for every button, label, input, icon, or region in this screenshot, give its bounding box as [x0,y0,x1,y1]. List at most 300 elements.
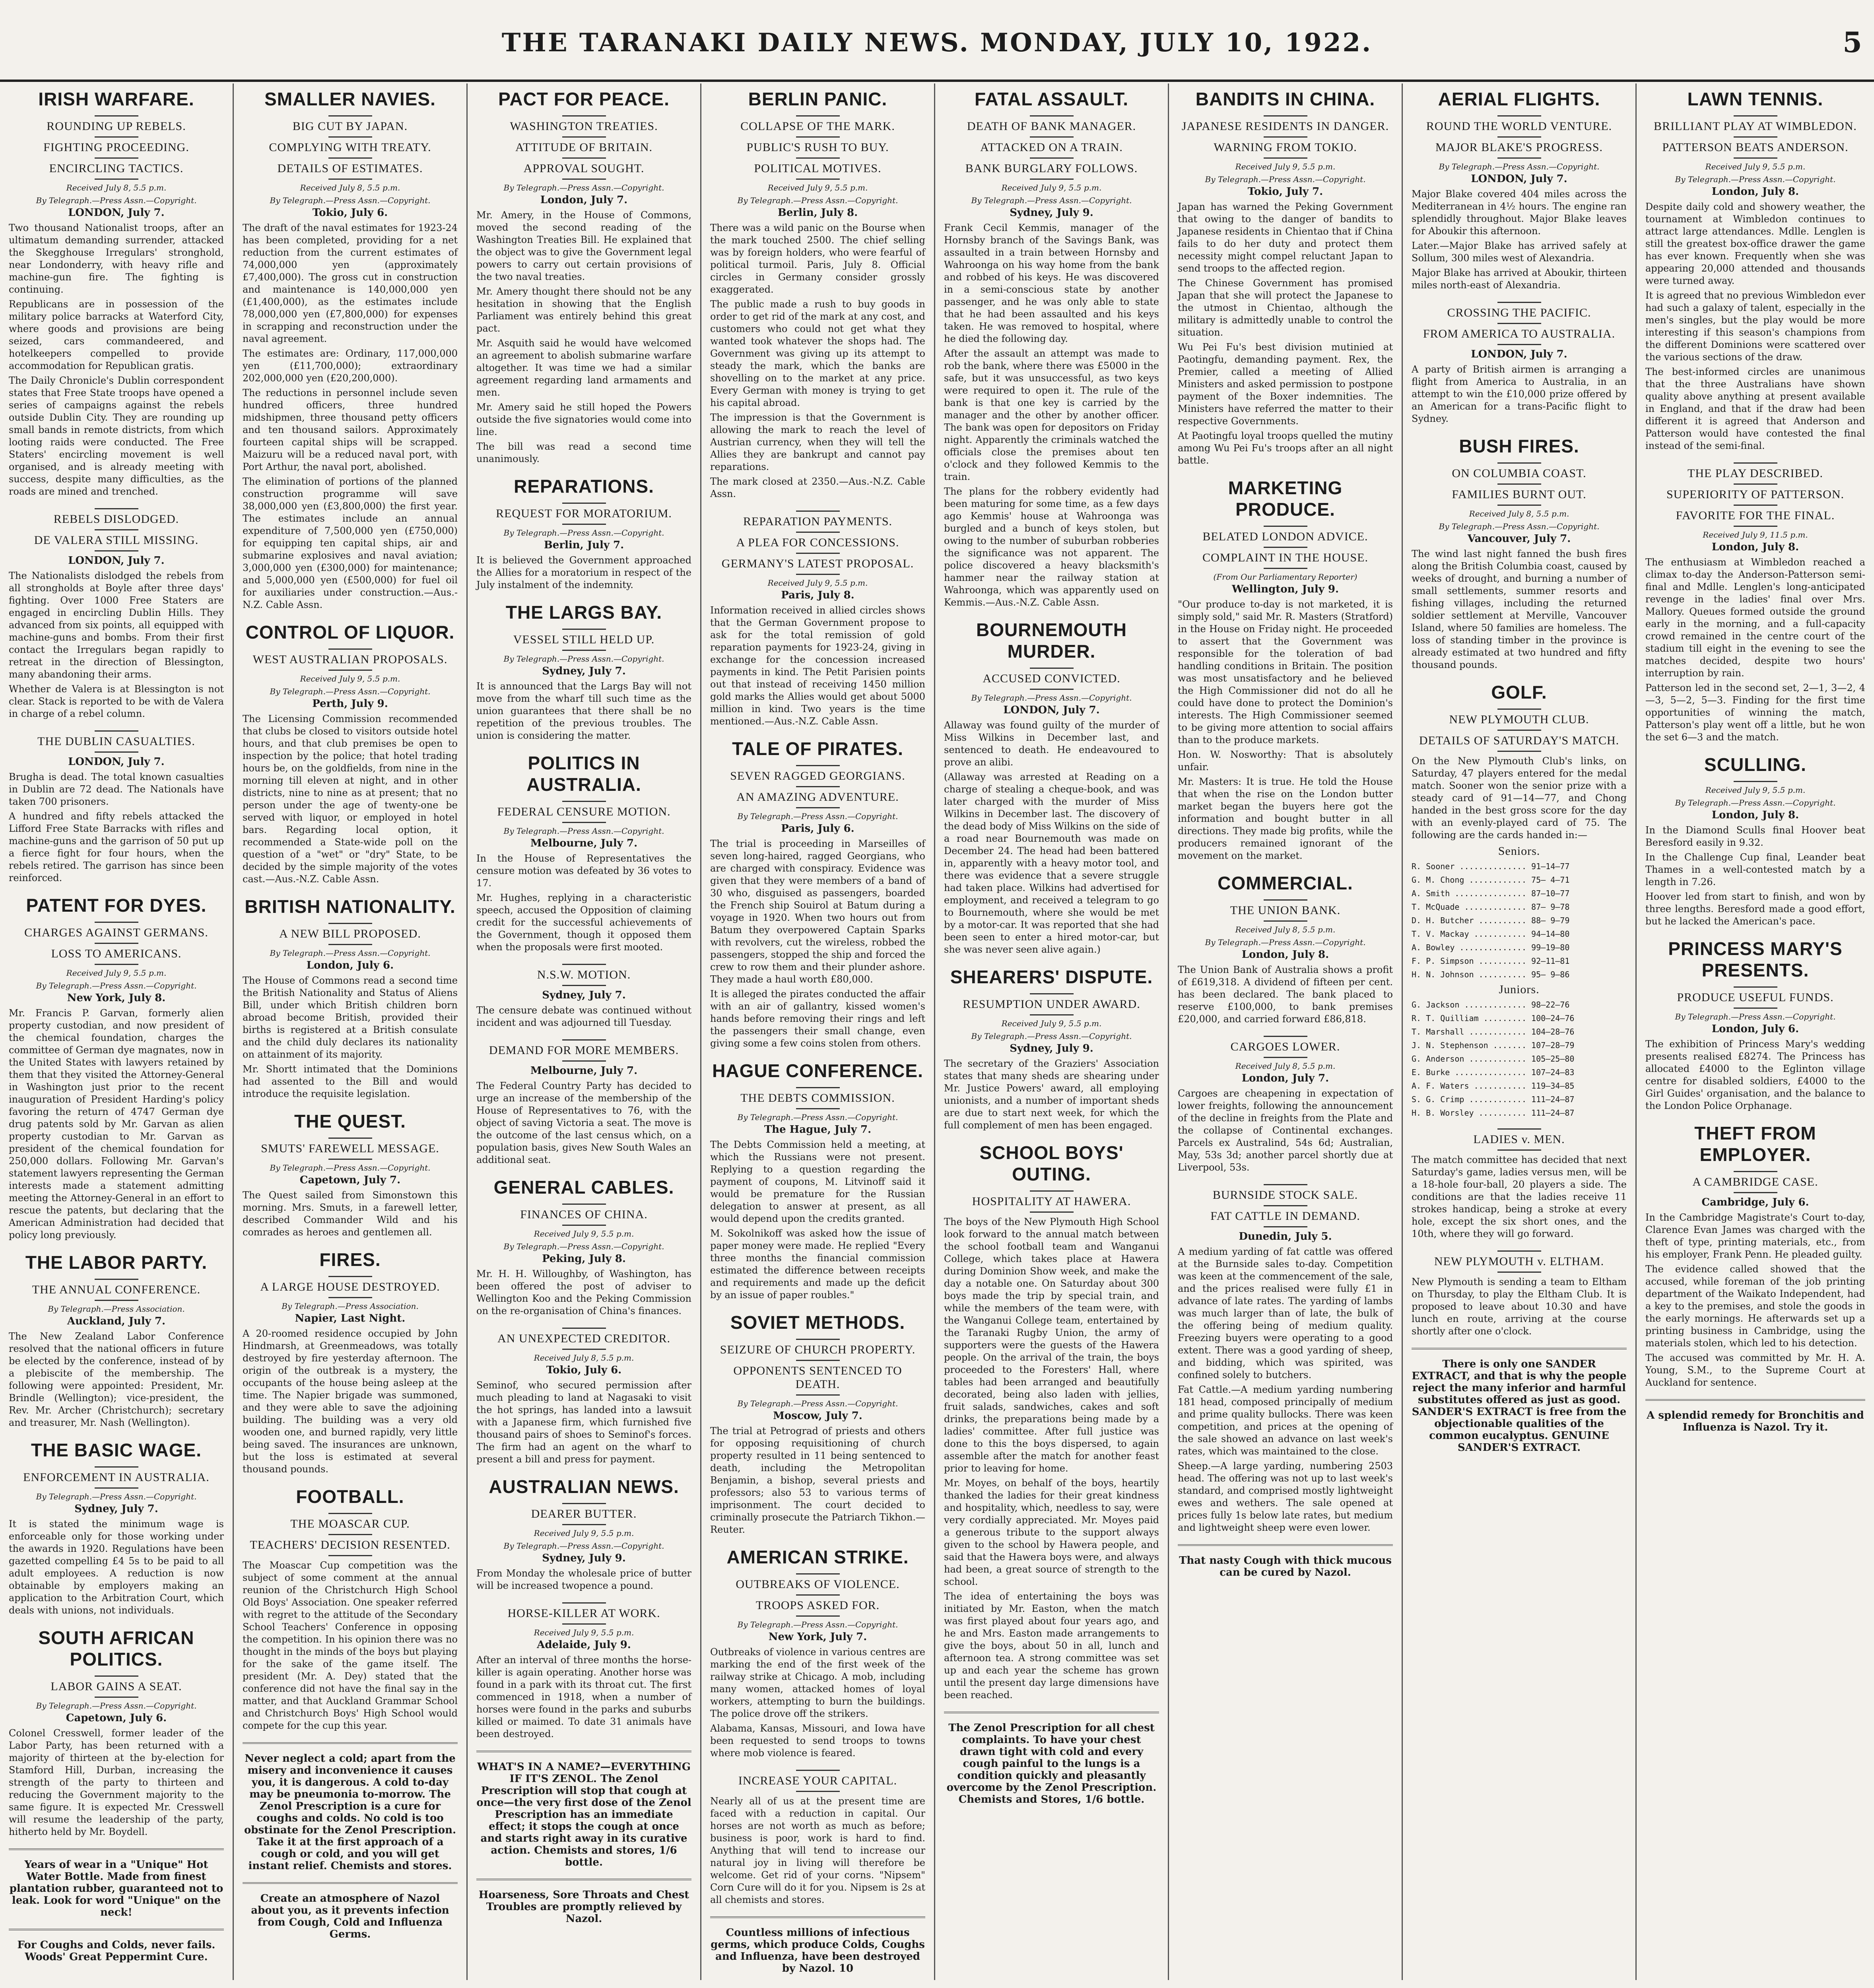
article [476,476,691,591]
divider-rule [1264,547,1307,548]
dateline: Berlin, July 7. [544,539,624,551]
article-headline: SCHOOL BOYS' OUTING. [979,1142,1124,1184]
divider-rule [562,985,606,986]
newspaper-column [935,83,1169,1980]
article-paragraph: After an interval of three months the horse-killer is again operating. Another horse was found in a park with its throat cut. The first commenced in 1918, when a number of horses were found in the parks and suburbs killed or maimed. To date 31 animals have been destroyed. [476,1654,691,1740]
divider-rule [796,786,840,787]
article-subheading: DEMAND FOR MORE MEMBERS. [489,1044,679,1057]
dateline: Sydney, July 9. [542,1552,626,1564]
article [476,602,691,742]
divider-rule [562,1225,606,1226]
article-subheading: DETAILS OF SATURDAY'S MATCH. [1419,734,1620,747]
article-paragraph: The wind last night fanned the bush fires along the British Columbia coast, caused by weeks of drought, and burning a number of small settlements, summer resorts and fishing villages, including the returned soldier settlement at Merville, Vancouver Island, where 50 families are homeless. The loss of standing timber in the province is already estimated at two hundred and fifty thousand pounds. [1412,548,1627,670]
article-paragraph: Colonel Cresswell, former leader of the Labor Party, has been returned with a majority of thirteen at the by-election for Stamford Hill, Durban, increasing the strength of the party to thirteen and reducing the Government majority to the same figure. It is expected Mr. Cresswell will resume the leadership of the party, hitherto held by Mr. Boydell. [9,1728,224,1837]
dateline: Sydney, July 9. [1010,207,1093,219]
article-subheading: CARGOES LOWER. [1230,1040,1340,1053]
divider-rule [562,157,606,159]
article-paragraph: It is alleged the pirates conducted the affair with an air of gallantry, kissed women's hands before removing their rings and left the passengers their small change, even giving some a few coins stolen from others. [710,988,925,1049]
dateline: LONDON, July 7. [68,207,165,219]
article-paragraph: Cargoes are cheapening in expectation of lower freights, following the announcement of the decline in freights from the Plate and the collapse of Continental exchanges. Parcels ex Australind, 54s 6d; Australian, May, 53s 3d; another parcel shortly due at Liverpool, 53s. [1178,1088,1393,1173]
article-paragraph: The estimates are: Ordinary, 117,000,000 yen (£11,700,000); extraordinary 202,000,000 yen (£20,200,000). [243,348,458,384]
divider-rule [1734,1192,1777,1193]
article-subheading: FINANCES OF CHINA. [520,1208,648,1221]
article-headline: THEFT FROM EMPLOYER. [1694,1123,1816,1165]
score-row: T. McQuade ............. 87— 9—78 [1412,902,1570,912]
article [476,1602,691,1740]
divider-rule [1264,136,1307,138]
divider-rule [1734,115,1777,116]
article-paragraph: In the Diamond Sculls final Hoover beat Beresford easily in 9.32. [1645,825,1865,848]
divider-rule [796,115,840,116]
divider-rule [796,179,840,180]
article [476,964,691,1029]
article-subheading: FAVORITE FOR THE FINAL. [1676,509,1835,522]
article-subheading: SEIZURE OF CHURCH PROPERTY. [720,1343,916,1356]
article [1412,1250,1627,1338]
dateline: London, July 6. [1711,1023,1799,1035]
article-paragraph: At Paotingfu loyal troops quelled the mutiny among Wu Pei Fu's troops after an all night battle. [1178,430,1393,466]
newspaper-column [701,83,935,1980]
article-paragraph: The elimination of portions of the planned construction programme will save 38,000,000 yen (£3,800,000) the first year. The estimates include an annual expenditure of 7,500,000 yen (£750,000) for equipping ten capital ships, air and submarine explosives and naval aviation; 3,000,000 yen (£300,000) for maintenance; and 5,000,000 yen (£500,000) for fuel oil for auxiliaries under construction.—Aus.-N.Z. Cable Assn. [243,476,458,610]
article [1412,302,1627,425]
article-paragraph: There was a wild panic on the Bourse when the mark touched 2500. The chief selling was by foreign holders, who were fearful of political turmoil. Paris, July 8. Official circles in Germany consider grossly exaggerated. [710,222,925,295]
article-paragraph: The secretary of the Graziers' Association states that many sheds are shearing under Mr. Justice Powers' award, all employing unionists, and a number of important sheds are due to start next week, for which the full complement of men has been engaged. [944,1058,1159,1131]
article-subheading: GERMANY'S LATEST PROPOSAL. [721,557,914,570]
divider-rule [562,179,606,180]
article-subheading: THE UNION BANK. [1230,904,1341,917]
article-paragraph: The Federal Country Party has decided to urge an increase of the membership of the House of Representatives to 76, with the object of saving Victoria a seat. The move is the outcome of the last census which, on a population basis, gives New South Wales an additional seat. [476,1080,691,1165]
article-headline: LAWN TENNIS. [1687,89,1824,109]
dateline: London, July 7. [1241,1072,1329,1084]
article-subheading: COMPLYING WITH TREATY. [269,141,431,154]
article-subheading: LADIES v. MEN. [1473,1133,1565,1146]
dateline: Auckland, July 7. [67,1315,166,1327]
dateline: Capetown, July 6. [66,1712,167,1724]
dateline: Berlin, July 8. [777,207,858,219]
article-headline: AERIAL FLIGHTS. [1438,89,1600,109]
press-credit: By Telegraph.—Press Assn.—Copyright. [737,1620,898,1629]
divider-rule [95,922,138,923]
article-headline: GOLF. [1491,682,1547,703]
newspaper-column [1403,83,1637,1980]
article-headline: COMMERCIAL. [1218,873,1353,893]
dateline: Perth, July 9. [312,698,388,710]
divider-rule [95,157,138,159]
dateline: London, July 8. [1711,809,1799,821]
score-row: H. B. Worsley .......... 111—24—87 [1412,1108,1575,1118]
divider-rule [95,1300,138,1301]
article-headline: SHEARERS' DISPUTE. [950,967,1153,987]
article-paragraph: Nearly all of us at the present time are faced with a reduction in capital. Our horses are not worth as much as before; business is poor, work is hard to find. Anything that will tend to increase our natural joy in living will therefore be welcome. Get rid of your corns. "Nipsem" Corn Cure will do it for you. Nipsem is 2s at all chemists and stores. [710,1796,925,1905]
article-paragraph: The House of Commons read a second time the British Nationality and Status of Aliens Bill, under which British children born abroad become British, provided their births is registered at a British consulate and the child duly declares its nationality on attainment of its majority. [243,975,458,1060]
dateline: Melbourne, July 7. [530,1065,638,1077]
table-title: Juniors. [1499,983,1540,996]
divider-rule [1030,1211,1074,1213]
divider-rule [328,648,372,650]
article-paragraph: In the House of Representatives the censure motion was defeated by 36 votes to 17. [476,853,691,889]
divider-rule [95,943,138,944]
divider-rule [328,944,372,945]
advertisement [1178,1544,1393,1578]
divider-rule [476,1751,691,1752]
article-paragraph: The accused was committed by Mr. H. A. Young, S.M., to the Supreme Court at Auckland for sentence. [1645,1352,1865,1388]
article [944,966,1159,1132]
divider-rule [1497,1149,1541,1151]
divider-rule [562,1623,606,1625]
article-paragraph: The Quest sailed from Simonstown this morning. Mrs. Smuts, in a farewell letter, described Commander Wild and his comrades as heroes and gentlemen all. [243,1190,458,1238]
article [9,508,224,720]
article [710,1060,925,1301]
received-line: Received July 8, 5.5 p.m. [66,183,167,192]
article-paragraph: Later.—Major Blake has arrived safely at Sollum, 300 miles west of Alexandria. [1412,240,1627,264]
article-subheading: A PLEA FOR CONCESSIONS. [736,536,899,549]
article-paragraph: Mr. Francis P. Garvan, formerly alien property custodian, and now president of the chemical foundation, charges the committee of German dye magnates, now in the United States with lawyers retained by them that they visited the Attorney-General in Washington just prior to the recent inauguration of President Harding's policy favoring the return of 4747 German dye drug patents sold by Mr. Garvan as alien property custodian to Mr. Garvan as president of the chemical foundation for 250,000 dollars. Following Mr. Garvan's statement lawyers representing the German interests made a statement admitting meeting the Attorney-General in an effort to rescue the patents, but declaring that the American Administration had decided that policy long previously. [9,1008,224,1241]
article [476,88,691,465]
article-subheading: PUBLIC'S RUSH TO BUY. [746,141,889,154]
received-line: Received July 8, 5.5 p.m. [300,183,400,192]
press-credit: By Telegraph.—Press Assn.—Copyright. [737,1112,898,1122]
article-headline: FATAL ASSAULT. [974,89,1129,109]
article-headline: AMERICAN STRIKE. [726,1547,909,1567]
article-paragraph: The best-informed circles are unanimous that the three Australians have shown quality above anything at present available in England, and that if the draw had been different it is agreed that Anderson and Patterson would have contested the final instead of the semi-final. [1645,366,1865,451]
press-credit: By Telegraph.—Press Assn.—Copyright. [36,1492,197,1501]
dateline: Napier, Last Night. [295,1312,406,1324]
divider-rule [1264,157,1307,159]
article-paragraph: The draft of the naval estimates for 1923-24 has been completed, providing for a net reduction from the current estimates of 74,000,000 yen (approximately £7,400,000). The gross cut in construction and maintenance is 140,000,000 yen (£1,400,000), as the estimates include 78,000,000 yen (£7,800,000) for expenses in scrapping and reconstruction under the naval agreement. [243,222,458,344]
article-subheading: APPROVAL SOUGHT. [523,162,645,175]
divider-rule [95,1279,138,1280]
article-paragraph: In the Cambridge Magistrate's Court to-day, Clarence Evan James was charged with the theft of type, printing materials, etc., from his employer, Frank Penn. He pleaded guilty. [1645,1212,1865,1260]
dateline: London, July 8. [1711,186,1799,198]
divider-rule [95,179,138,180]
divider-rule [562,1524,606,1525]
dateline: LONDON, July 7. [1471,173,1567,185]
divider-rule [1497,462,1541,464]
article [243,621,458,885]
article-paragraph: The Licensing Commission recommended that clubs be closed to visitors outside hotel hours, and that club premises be open to inspection by the police; that hotel trading hours be, on the goldfields, from nine in the morning till eleven at night, and in other districts, nine to nine as at present; that no person under the age of twenty-one be served with liquor, or employed in hotel bars. Regarding local option, it recommended a State-wide poll on the question of a "wet" or "dry" State, to be decided by the simple majority of the votes cast.—Aus.-N.Z. Cable Assn. [243,713,458,885]
divider-rule [1734,483,1777,485]
received-line: Received July 9, 5.5 p.m. [300,674,400,683]
score-row: R. T. Quilliam ......... 100—24—76 [1412,1013,1575,1023]
divider-rule [1030,136,1074,138]
received-line: Received July 9, 11.5 p.m. [1703,530,1808,540]
divider-rule [95,1675,138,1677]
newspaper-column [0,83,234,1980]
divider-rule [1734,157,1777,159]
article-paragraph: The trial is proceeding in Marseilles of seven long-haired, ragged Georgians, who are charged with conspiracy. Evidence was given that they were members of a band of 30 who, disguised as passengers, boarded the French ship Souirol at Batum during a voyage in 1920. When two hours out from Batum they overpowered Captain Sparks with revolvers, cut the wireless, robbed the passengers, stopped the ship and forced the crew to row them and their plunder ashore. They made a haul worth £80,000. [710,838,925,985]
article [9,895,224,1241]
divider-rule [796,1594,840,1596]
article-subheading: COMPLAINT IN THE HOUSE. [1202,551,1368,564]
article-paragraph: The Debts Commission held a meeting, at which the Russians were not present. Replying to a question regarding the payment of coupons, M. Litvinoff said it would be premature for the Russian delegation to answer at present, as all would depend upon the credits granted. [710,1139,925,1224]
divider-rule [243,1742,458,1744]
dateline: Sydney, July 7. [542,665,626,677]
divider-rule [328,670,372,671]
article-subheading: SUPERIORITY OF PATTERSON. [1666,488,1845,501]
advertisement-text: A splendid remedy for Bronchitis and Influenza is Nazol. Try it. [1647,1409,1864,1433]
article-headline: SOVIET METHODS. [730,1312,905,1333]
article-subheading: TEACHERS' DECISION RESENTED. [250,1538,451,1551]
divider-rule [1497,483,1541,485]
divider-rule [1497,1272,1541,1273]
press-credit: By Telegraph.—Press Association. [48,1304,185,1314]
press-credit: By Telegraph.—Press Assn.—Copyright. [503,528,664,538]
press-credit: By Telegraph.—Press Assn.—Copyright. [270,196,431,205]
article-paragraph: In the Challenge Cup final, Leander beat Thames in a well-contested match by a length in 7.26. [1645,852,1865,887]
score-row: G. M. Chong ............ 75— 4—71 [1412,875,1570,885]
article-subheading: A NEW BILL PROPOSED. [279,927,421,940]
press-credit: By Telegraph.—Press Assn.—Copyright. [1205,175,1366,184]
article-paragraph: From Monday the wholesale price of butter will be increased twopence a pound. [476,1568,691,1591]
article-subheading: THE ANNUAL CONFERENCE. [32,1283,201,1296]
divider-rule [1497,323,1541,324]
article-paragraph: Hon. W. Nosworthy: That is absolutely unfair. [1178,749,1393,773]
article-paragraph: Frank Cecil Kemmis, manager of the Hornsby branch of the Savings Bank, was assaulted in a train between Hornsby and Wahroonga on his way home from the bank and robbed of his keys. He was discovered in a semi-conscious state by another passenger, and he was only able to state that he had been assaulted and his keys taken. He was removed to hospital, where he died the following day. [944,222,1159,344]
advertisement [476,1879,691,1925]
article [476,752,691,953]
press-credit: By Telegraph.—Press Assn.—Copyright. [1675,175,1836,184]
press-credit: By Telegraph.—Press Assn.—Copyright. [971,1031,1132,1041]
received-line: Received July 9, 5.5 p.m. [534,1628,634,1637]
press-credit: By Telegraph.—Press Assn.—Copyright. [36,1701,197,1710]
advertisement [1412,1348,1627,1454]
advertisement [476,1751,691,1868]
divider-rule [1264,1226,1307,1227]
divider-rule [95,508,138,509]
divider-rule [796,157,840,159]
article-subheading: BELATED LONDON ADVICE. [1202,530,1368,543]
article-subheading: BURNSIDE STOCK SALE. [1212,1188,1358,1202]
advertisement-text: Years of wear in a "Unique" Hot Water Bottle. Made from finest plantation rubber, guaranteed not to leak. Look for word "Unique" on the neck! [9,1859,223,1918]
article-subheading: THE DUBLIN CASUALTIES. [37,735,195,748]
article-paragraph: The impression is that the Government is allowing the mark to reach the level of Austrian currency, when they will tell the Allies they are bankrupt and cannot pay reparations. [710,412,925,472]
dateline: Peking, July 8. [542,1253,626,1265]
press-credit: By Telegraph.—Press Association. [282,1301,419,1311]
press-credit: By Telegraph.—Press Assn.—Copyright. [503,1541,664,1551]
dateline: London, July 7. [540,194,628,206]
divider-rule [562,964,606,965]
article-subheading: INCREASE YOUR CAPITAL. [738,1774,897,1787]
page-number: 5 [1843,26,1862,59]
dateline: Wellington, July 9. [1231,583,1339,595]
score-row: T. V. Mackay ........... 94—14—80 [1412,929,1570,939]
advertisement [1645,1399,1865,1433]
article-paragraph: Mr. Hughes, replying in a characteristic speech, accused the Opposition of claiming credit for the successful achievements of the Government, though it opposed them when the proposals were first mooted. [476,892,691,953]
article-paragraph: The idea of entertaining the boys was initiated by Mr. Easton, when the match was first played about four years ago, and he and Mrs. Easton made arrangements to give the boys, about 50 in all, lunch and afternoon tea. A strong committee was set up and each year the scheme has grown until the present day large dimensions have been reached. [944,1591,1159,1701]
article-headline: SMALLER NAVIES. [264,89,436,109]
score-row: H. N. Johnson .......... 95— 9—86 [1412,970,1570,979]
dateline: London, July 6. [306,959,394,971]
score-row: G. Jackson ............. 98—22—76 [1412,1000,1570,1010]
newspaper-column [468,83,701,1980]
divider-rule [1497,709,1541,710]
article-subheading: OUTBREAKS OF VIOLENCE. [736,1578,900,1591]
divider-rule [796,1573,840,1574]
article [476,1176,691,1317]
article-paragraph: Hoover led from start to finish, and won by three lengths. Beresford made a good effort, but he lacked the American's pace. [1645,891,1865,927]
article-paragraph: A medium yarding of fat cattle was offered at the Burnside sales to-day. Competition was keen at the commencement of the sale, and the prices realised were fully £1 in advance of late rates. The yarding of lambs was much larger than of late, the bulk of the offering being of medium quality. Freezing buyers were operating to a good extent. There was a good yarding of sheep, and bidding, which was spirited, was confined solely to butchers. [1178,1246,1393,1380]
article-headline: IRISH WARFARE. [38,89,194,109]
divider-rule [562,115,606,116]
article-subheading: DETAILS OF ESTIMATES. [277,162,423,175]
article [1178,1036,1393,1174]
divider-rule [95,751,138,753]
article-subheading: ATTACKED ON A TRAIN. [980,141,1123,154]
article-headline: PRINCESS MARY'S PRESENTS. [1668,938,1843,980]
dateline: Sydney, July 7. [74,1503,158,1515]
article-headline: PATENT FOR DYES. [26,895,207,916]
article-paragraph: The exhibition of Princess Mary's wedding presents realised £8274. The Princess has allocated £4000 to the Eglinton village centre for disabled soldiers, £4000 to the Girl Guides' organisation, and the balance to the London Police Orphanage. [1645,1039,1865,1111]
article [9,1627,224,1838]
divider-rule [562,1060,606,1062]
article-subheading: ACCUSED CONVICTED. [983,672,1121,685]
press-credit: By Telegraph.—Press Assn.—Copyright. [1205,938,1366,947]
divider-rule [9,1848,224,1850]
article-headline: BUSH FIRES. [1459,436,1579,456]
article-headline: THE LABOR PARTY. [25,1252,208,1273]
divider-rule [95,115,138,116]
score-row: T. Marshall ............ 104—28—76 [1412,1027,1575,1037]
article-paragraph: Two thousand Nationalist troops, after an ultimatum demanding surrender, attacked the Skegghouse Irregulars' stronghold, near Londonderry, with heavy rifle and machine-gun fire. The fighting is continuing. [9,222,224,295]
divider-rule [562,1328,606,1329]
article [1645,1122,1865,1389]
article-subheading: SMUTS' FAREWELL MESSAGE. [261,1142,439,1155]
advertisement [9,1848,224,1918]
article-subheading: PRODUCE USEFUL FUNDS. [1677,991,1834,1004]
dateline: Adelaide, July 9. [537,1639,631,1651]
article-headline: BANDITS IN CHINA. [1195,89,1375,109]
advertisement-text: There is only one SANDER EXTRACT, and that is why the people reject the many inferior and harmful substitutes offered as just as good. SANDER'S EXTRACT is free from the objectionable qualities of the common eucalyptus. GENUINE SANDER'S EXTRACT. [1412,1358,1627,1454]
article-subheading: FROM AMERICA TO AUSTRALIA. [1423,327,1616,340]
article-paragraph: Alabama, Kansas, Missouri, and Iowa have been requested to send troops to towns where mob violence is feared. [710,1723,925,1759]
article-paragraph: A 20-roomed residence occupied by John Hindmarsh, at Greenmeadows, was totally destroyed by fire yesterday afternoon. The origin of the outbreak is a mystery, the occupants of the house being asleep at the time. The Napier brigade was summoned, and they were able to save the adjoining building. The building was a very old wooden one, and burned rapidly, very little being saved. The insurances are unknown, but the loss is estimated at several thousand pounds. [243,1328,458,1475]
article-paragraph: Mr. Amery said he still hoped the Powers outside the five signatories would come into line. [476,402,691,437]
article-paragraph: The bill was read a second time unanimously. [476,441,691,464]
article-subheading: LOSS TO AMERICANS. [51,947,182,960]
article [1178,88,1393,467]
article-paragraph: Outbreaks of violence in various centres are marking the end of the first week of the railway strike at Chicago. A mob, including many women, attacked homes of loyal workers, attempting to burn the buildings. The police drove off the strikers. [710,1646,925,1719]
article-paragraph: A party of British airmen is arranging a flight from America to Australia, in an attempt to win the £10,000 prize offered by an American for a trans-Pacific flight to Sydney. [1412,364,1627,424]
divider-rule [1264,115,1307,116]
article-subheading: FIGHTING PROCEEDING. [43,141,189,154]
article-subheading: REQUEST FOR MORATORIUM. [496,507,672,520]
article-paragraph: The mark closed at 2350.—Aus.-N.Z. Cable Assn. [710,476,925,499]
press-credit: By Telegraph.—Press Assn.—Copyright. [1439,162,1600,171]
article [243,88,458,611]
advertisement [243,1742,458,1872]
article-subheading: A LARGE HOUSE DESTROYED. [260,1280,440,1293]
article-paragraph: Mr. Asquith said he would have welcomed an agreement to abolish submarine warfare altogether. It was time we had a similar agreement regarding land armaments and men. [476,338,691,398]
article-paragraph: M. Sokolnikoff was asked how the issue of paper money were made. He replied "Every three months the financial commission estimated the difference between receipts and requirements and made up the deficit by an issue of paper roubles." [710,1228,925,1301]
article-paragraph: Whether de Valera is at Blessington is not clear. Stack is reported to be with de Valera in charge of a rebel column. [9,683,224,719]
press-credit: By Telegraph.—Press Assn.—Copyright. [737,196,898,205]
article-subheading: NEW PLYMOUTH CLUB. [1449,713,1589,726]
article [1645,462,1865,744]
article [476,1476,691,1592]
divider-rule [95,1466,138,1468]
article-paragraph: The Chinese Government has promised Japan that she will protect the Japanese to the utmost in Chientao, although the military is admittedly unable to control the situation. [1178,278,1393,338]
newspaper-title: THE TARANAKI DAILY NEWS. MONDAY, JULY 10, 1922. [501,28,1373,58]
score-row: A. Bowley .............. 99—19—80 [1412,943,1570,952]
article-paragraph: It is stated the minimum wage is enforceable only for those working under the awards in 1920. Regulations have been gazetted compelling £4 5s to be paid to all adult employees. A reduction is now obtainable by employers making an application to the Arbitration Court, which deals with unions, not individuals. [9,1518,224,1616]
article-headline: FIRES. [319,1249,381,1270]
press-credit: By Telegraph.—Press Assn.—Copyright. [503,1242,664,1251]
article-subheading: HORSE-KILLER AT WORK. [507,1607,660,1620]
article-paragraph: The Daily Chronicle's Dublin correspondent states that Free State troops have opened a series of campaigns against the rebels outside Dublin City. They are rounding up small bands in remote districts, from which looting raids were conducted. The Free Staters' encircling movement is well organised, and is already meeting with success, despite many difficulties, as the roads are mined and trenched. [9,375,224,497]
received-line: Received July 9, 5.5 p.m. [767,578,868,588]
dateline: London, July 8. [1241,949,1329,961]
divider-rule [328,1159,372,1160]
press-credit: By Telegraph.—Press Assn.—Copyright. [270,1163,431,1173]
divider-rule [95,136,138,138]
divider-rule [1734,1171,1777,1172]
divider-rule [1030,1190,1074,1192]
divider-rule [1030,179,1074,180]
article-headline: CONTROL OF LIQUOR. [245,622,455,643]
article-paragraph: Brugha is dead. The total known casualties in Dublin are 72 dead. The Nationals have taken 700 prisoners. [9,771,224,807]
article-headline: SOUTH AFRICAN POLITICS. [38,1627,194,1670]
advertisement-text: WHAT'S IN A NAME?—EVERYTHING IF IT'S ZENOL. The Zenol Prescription will stop that cough at once—the very first dose of the Zenol Prescription has an immediate effect; it stops the cough at once and starts right away in its curative action. Chemists and stores, 1/6 bottle. [476,1761,691,1868]
article-subheading: JAPANESE RESIDENTS IN DANGER. [1181,120,1389,133]
article-subheading: ROUNDING UP REBELS. [47,120,186,133]
dateline: New York, July 8. [67,992,166,1004]
divider-rule [796,765,840,766]
article-subheading: LABOR GAINS A SEAT. [50,1680,182,1693]
article-paragraph: (Allaway was arrested at Reading on a charge of stealing a cheque-book, and was later charged with the murder of Miss Wilkins in December last. The discovery of the dead body of Miss Wilkins on the side of a road near Bournemouth was made on December 24. The head had been battered in, apparently with a heavy motor tool, and there was evidence that a severe struggle had taken place. Wilkins had advertised for employment, and received a telegram to go to Bournemouth, where she would be met by a motor-car. It was reported that she had been seen to enter a hired motor-car, but she was never seen alive again.) [944,771,1159,955]
article-headline: BRITISH NATIONALITY. [245,896,456,917]
article [243,1486,458,1732]
divider-rule [562,1602,606,1604]
article-paragraph: Wu Pei Fu's best division mutinied at Paotingfu, demanding payment. Rex, the Premier, called a meeting of Allied Ministers and asked permission to postpone payment of the Boxer indemnities. The Ministers have referred the matter to their respective Governments. [1178,342,1393,427]
article-headline: BERLIN PANIC. [748,89,887,109]
article [243,1249,458,1475]
press-credit: By Telegraph.—Press Assn.—Copyright. [1439,522,1600,531]
press-credit: By Telegraph.—Press Assn.—Copyright. [737,1399,898,1408]
dateline: Dunedin, July 5. [1239,1231,1332,1242]
article [9,730,224,884]
dateline: LONDON, July 7. [1003,704,1100,716]
divider-rule [710,1916,925,1918]
received-line: Received July 8, 5.5 p.m. [1235,1061,1336,1071]
article [710,511,925,728]
divider-rule [796,574,840,575]
dateline: Cambridge, July 6. [1701,1196,1809,1208]
received-line: Received July 9, 5.5 p.m. [1001,183,1102,192]
divider-rule [1264,1184,1307,1185]
article [476,1039,691,1166]
press-credit: By Telegraph.—Press Assn.—Copyright. [503,826,664,836]
article [9,1252,224,1429]
article-subheading: NEW PLYMOUTH v. ELTHAM. [1434,1255,1604,1268]
advertisement-text: Hoarseness, Sore Throats and Chest Troubles are promptly relieved by Nazol. [478,1889,689,1925]
article-subheading: DEATH OF BANK MANAGER. [967,120,1136,133]
article-subheading: BIG CUT BY JAPAN. [292,120,408,133]
table-title: Seniors. [1498,845,1540,858]
dateline: Vancouver, July 7. [1467,533,1571,545]
article-paragraph: The Moascar Cup competition was the subject of some comment at the annual reunion of the Christchurch High School Old Boys' Association. One speaker referred with regret to the attitude of the Secondary School Teachers' Conference in opposing the competition. In his opinion there was no thought in the minds of the boys but playing for the sake of the game itself. The president (Mr. A. Dey) stated that the conference did not have the final say in the matter, and that Auckland Grammar School and Christchurch Boys' High School would compete for the cup this year. [243,1560,458,1731]
article [710,1312,925,1536]
divider-rule [1030,115,1074,116]
divider-rule [328,1138,372,1139]
divider-rule [1497,115,1541,116]
divider-rule [328,1297,372,1298]
divider-rule [562,503,606,504]
article-headline: TALE OF PIRATES. [732,738,903,759]
received-line: Received July 9, 5.5 p.m. [1235,162,1336,171]
divider-rule [1734,781,1777,782]
article [9,1439,224,1617]
score-row: J. N. Stephenson ....... 107—28—79 [1412,1041,1575,1050]
